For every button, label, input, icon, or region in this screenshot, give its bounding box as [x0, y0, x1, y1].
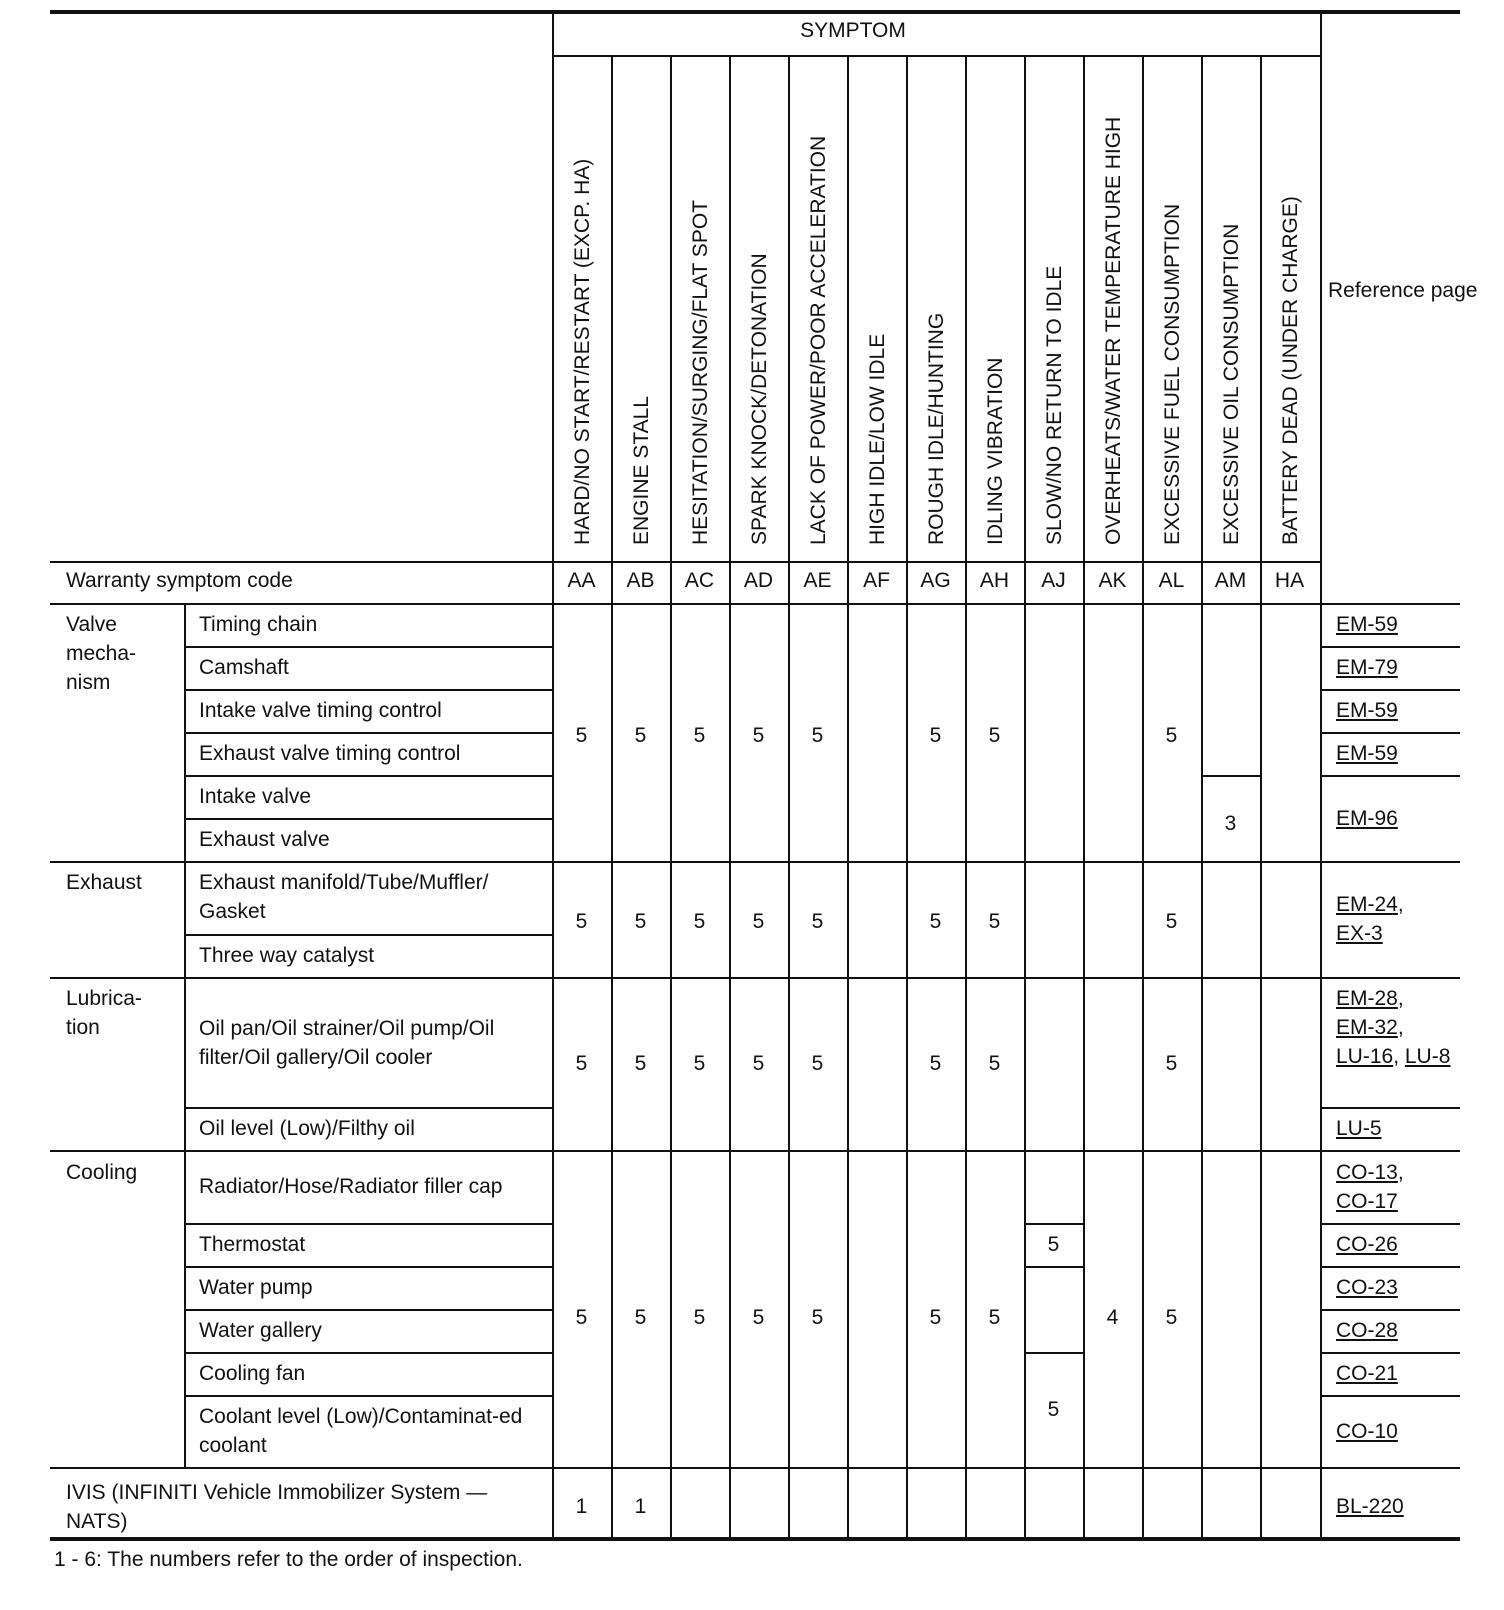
ref-link[interactable]: EM-32 [1336, 1016, 1398, 1039]
ref-link[interactable]: EM-59 [1336, 742, 1398, 765]
item-cooling-fan: Cooling fan [199, 1362, 306, 1385]
value-cell: 5 [693, 1052, 706, 1075]
grid-line [611, 55, 613, 1539]
grid-line [1320, 646, 1460, 648]
grid-line [1320, 1266, 1460, 1268]
ref-link[interactable]: LU-8 [1404, 1045, 1451, 1068]
group-name-exhaust: Exhaust [66, 871, 142, 894]
grid-line [1320, 732, 1460, 734]
symptom-heading: SPARK KNOCK/DETONATION [748, 253, 771, 545]
grid-line [1320, 12, 1322, 1539]
grid-line [670, 55, 672, 1539]
ref-link[interactable]: EM-79 [1336, 656, 1398, 679]
footnote: 1 - 6: The numbers refer to the order of inspection. [54, 1548, 523, 1571]
grid-line [184, 1309, 552, 1311]
grid-line [184, 1352, 552, 1354]
grid-line [184, 603, 186, 867]
value-cell: 5 [575, 1306, 588, 1329]
value-cell: 5 [1165, 1306, 1178, 1329]
grid-line [1201, 55, 1203, 1539]
symptom-heading: EXCESSIVE OIL CONSUMPTION [1220, 223, 1243, 545]
table-top-border [50, 10, 1460, 14]
ref-link[interactable]: LU-5 [1336, 1117, 1382, 1140]
symptom-code: AK [1098, 569, 1127, 592]
value-cell: 5 [988, 910, 1001, 933]
grid-line [1024, 55, 1026, 1539]
value-cell: 5 [1165, 910, 1178, 933]
grid-line [184, 1107, 552, 1109]
grid-line [50, 561, 1320, 563]
symptom-code: AB [626, 569, 655, 592]
value-valve-am: 3 [1224, 812, 1237, 835]
value-cell: 5 [988, 1306, 1001, 1329]
ref-link[interactable]: CO-28 [1336, 1319, 1398, 1342]
value-cell: 4 [1106, 1306, 1119, 1329]
item-oil-pan: Oil pan/Oil strainer/Oil pump/Oil filter/Oil gallery/Oil cooler [199, 1017, 495, 1069]
item-oil-level: Oil level (Low)/Filthy oil [199, 1117, 415, 1140]
grid-line [965, 55, 967, 1539]
symptom-code: AE [803, 569, 832, 592]
symptom-heading: ENGINE STALL [630, 396, 653, 545]
value-cell: 5 [1165, 1052, 1178, 1075]
value-cell: 5 [634, 1052, 647, 1075]
grid-line [184, 732, 552, 734]
item-intake-valve: Intake valve [199, 785, 312, 808]
ref-link[interactable]: BL-220 [1336, 1495, 1404, 1518]
ref-link[interactable]: CO-21 [1336, 1362, 1398, 1385]
item-radiator: Radiator/Hose/Radiator filler cap [199, 1175, 503, 1198]
value-cell: 5 [752, 910, 765, 933]
value-cell: 5 [811, 1052, 824, 1075]
grid-line [1201, 775, 1260, 777]
value-cell: 5 [929, 1306, 942, 1329]
item-coolant-level: Coolant level (Low)/Contaminat-ed coolant [199, 1405, 523, 1457]
symptom-code: AJ [1041, 569, 1066, 592]
grid-line [1083, 55, 1085, 1539]
value-cell: 5 [634, 910, 647, 933]
warranty-code-label: Warranty symptom code [66, 569, 293, 592]
value-cell: 5 [575, 910, 588, 933]
grid-line [184, 861, 186, 1467]
value-cell: 5 [693, 1306, 706, 1329]
grid-line [184, 818, 552, 820]
item-intake-valve-timing: Intake valve timing control [199, 699, 442, 722]
symptom-heading: OVERHEATS/WATER TEMPERATURE HIGH [1102, 116, 1125, 545]
value-cooling-aj-thermostat: 5 [1047, 1233, 1060, 1256]
item-exhaust-manifold: Exhaust manifold/Tube/Muffler/ Gasket [199, 871, 489, 923]
grid-line [1320, 1352, 1460, 1354]
grid-line [1024, 1266, 1083, 1268]
ref-link[interactable]: EM-24 [1336, 893, 1398, 916]
grid-line [847, 55, 849, 1539]
item-exhaust-valve-timing: Exhaust valve timing control [199, 742, 461, 765]
symptom-code: AF [863, 569, 890, 592]
value-cell: 5 [988, 724, 1001, 747]
grid-line [184, 646, 552, 648]
symptom-heading: BATTERY DEAD (UNDER CHARGE) [1279, 196, 1302, 545]
grid-line [1320, 1395, 1460, 1397]
value-cell: 5 [693, 910, 706, 933]
grid-line [1260, 55, 1262, 1539]
symptom-heading: ROUGH IDLE/HUNTING [925, 312, 948, 545]
symptom-heading: IDLING VIBRATION [984, 357, 1007, 545]
grid-line [184, 689, 552, 691]
grid-line [184, 1223, 552, 1225]
value-cell: 5 [752, 1306, 765, 1329]
group-name-lubrication: Lubrica- tion [66, 987, 142, 1039]
grid-line [1320, 1223, 1460, 1225]
value-cell: 5 [811, 1306, 824, 1329]
grid-line [50, 1150, 1460, 1152]
ref-link[interactable]: CO-26 [1336, 1233, 1398, 1256]
symptom-code: AA [567, 569, 596, 592]
item-water-gallery: Water gallery [199, 1319, 322, 1342]
ref-link[interactable]: CO-10 [1336, 1420, 1398, 1443]
value-cell: 5 [929, 1052, 942, 1075]
value-cell: 5 [575, 724, 588, 747]
grid-line [184, 775, 552, 777]
value-cell: 5 [693, 724, 706, 747]
value-cell: 5 [575, 1052, 588, 1075]
value-cell: 5 [1165, 724, 1178, 747]
symptom-heading: EXCESSIVE FUEL CONSUMPTION [1161, 203, 1184, 545]
ref-link[interactable]: CO-13 [1336, 1161, 1398, 1184]
grid-line [788, 55, 790, 1539]
symptom-code: AG [920, 569, 951, 592]
grid-line [1320, 775, 1460, 777]
ref-links-radiator: CO-13, CO-17 [1336, 1161, 1404, 1213]
value-cell: 5 [929, 724, 942, 747]
ref-link[interactable]: EM-59 [1336, 699, 1398, 722]
grid-line [1142, 55, 1144, 1539]
value-cell: 5 [752, 724, 765, 747]
ref-link[interactable]: CO-17 [1336, 1190, 1398, 1213]
item-water-pump: Water pump [199, 1276, 313, 1299]
item-three-way-catalyst: Three way catalyst [199, 944, 375, 967]
value-cell: 5 [988, 1052, 1001, 1075]
grid-line [184, 1266, 552, 1268]
grid-line [1024, 1223, 1083, 1225]
symptom-code: AM [1214, 569, 1247, 592]
ref-link[interactable]: CO-23 [1336, 1276, 1398, 1299]
item-timing-chain: Timing chain [199, 613, 318, 636]
value-cell: 1 [575, 1495, 588, 1518]
ref-link[interactable]: LU-16 [1336, 1045, 1394, 1068]
symptom-code: AC [684, 569, 715, 592]
ref-link[interactable]: EX-3 [1336, 922, 1383, 945]
item-thermostat: Thermostat [199, 1233, 306, 1256]
symptom-code: AL [1158, 569, 1185, 592]
ref-link[interactable]: EM-28 [1336, 987, 1398, 1010]
grid-line [50, 1467, 1460, 1469]
item-camshaft: Camshaft [199, 656, 289, 679]
symptom-code: AH [979, 569, 1010, 592]
value-cell: 5 [811, 910, 824, 933]
ref-links-lubrication: EM-28, EM-32, LU-16, LU-8 [1336, 987, 1451, 1068]
value-cell: 5 [929, 910, 942, 933]
value-cell: 5 [634, 1306, 647, 1329]
grid-line [1320, 1309, 1460, 1311]
grid-line [184, 1395, 552, 1397]
symptom-code: AD [743, 569, 774, 592]
ref-links-exhaust: EM-24, EX-3 [1336, 893, 1404, 945]
grid-line [729, 55, 731, 1539]
grid-line [50, 977, 1460, 979]
symptom-heading: HESITATION/SURGING/FLAT SPOT [689, 200, 712, 545]
item-exhaust-valve: Exhaust valve [199, 828, 330, 851]
symptom-heading: LACK OF POWER/POOR ACCELERATION [807, 135, 830, 545]
value-cell: 1 [634, 1495, 647, 1518]
grid-line [906, 55, 908, 1539]
group-name-cooling: Cooling [66, 1161, 138, 1184]
grid-line [1320, 1107, 1460, 1109]
value-cell: 5 [634, 724, 647, 747]
grid-line [552, 12, 554, 1539]
symptom-heading: SLOW/NO RETURN TO IDLE [1043, 265, 1066, 545]
value-cooling-aj-fan: 5 [1047, 1398, 1060, 1421]
symptom-header: SYMPTOM [800, 19, 906, 42]
symptom-code: HA [1274, 569, 1305, 592]
grid-line [50, 861, 1460, 863]
group-name-ivis: IVIS (INFINITI Vehicle Immobilizer System — NATS) [66, 1481, 488, 1533]
symptom-heading: HARD/NO START/RESTART (EXCP. HA) [571, 158, 594, 545]
grid-line [50, 603, 1460, 605]
grid-line [184, 934, 552, 936]
symptom-heading: HIGH IDLE/LOW IDLE [866, 333, 889, 545]
reference-page-header: Reference page [1328, 279, 1478, 302]
value-cell: 5 [811, 724, 824, 747]
grid-line [552, 55, 1320, 57]
group-name-valve: Valve mecha- nism [66, 613, 137, 694]
grid-line [1320, 689, 1460, 691]
value-cell: 5 [752, 1052, 765, 1075]
grid-line [1024, 1352, 1083, 1354]
ref-link[interactable]: EM-59 [1336, 613, 1398, 636]
ref-link[interactable]: EM-96 [1336, 807, 1398, 830]
table-bottom-border [50, 1537, 1460, 1541]
